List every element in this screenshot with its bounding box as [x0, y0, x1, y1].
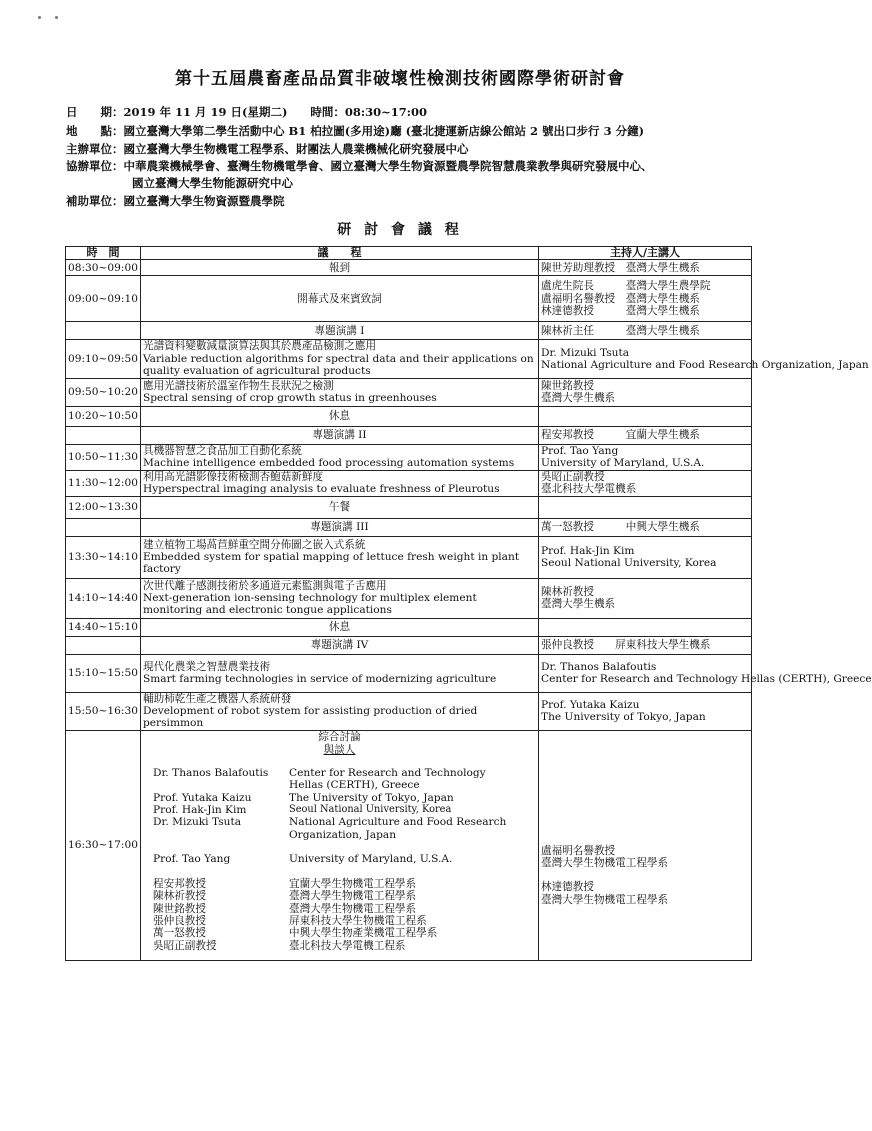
host-line: 陳林祈主任 臺灣大學生機系	[541, 324, 700, 337]
panelist-name: 吳昭正副教授	[153, 939, 217, 952]
row-host	[539, 260, 752, 276]
host-line: Dr. Thanos Balafoutis	[541, 660, 657, 673]
row-agenda	[141, 636, 539, 654]
agenda-item: 開幕式及來賓致詞	[297, 292, 382, 305]
row-time	[66, 518, 141, 536]
agenda-title-en: Development of robot system for assisting production of dried persimmon	[143, 705, 478, 730]
header-agenda: 議 程	[141, 247, 539, 260]
row-time	[66, 426, 141, 444]
info-venue	[66, 123, 644, 139]
agenda-item: 專題演講 II	[312, 428, 367, 441]
row-time: 12:00~13:30	[66, 496, 141, 518]
organizer-value: 國立臺灣大學生物機電工程學系、財團法人農業機械化研究發展中心	[123, 142, 469, 156]
host-line: 臺灣大學生機系	[541, 598, 616, 611]
row-time: 10:20~10:50	[66, 406, 141, 426]
host-line: 吳昭正副教授	[541, 470, 605, 483]
row-host	[539, 378, 752, 406]
organizer-label: 主辦單位：	[66, 142, 124, 156]
host-line: National Agriculture and Food Research Organization, Japan	[541, 359, 869, 372]
coorganizer-label: 協辦單位：	[66, 159, 124, 173]
host-line: 陳林祈教授	[541, 585, 594, 598]
scan-dot	[38, 16, 41, 19]
host-line: Center for Research and Technology Hellas (CERTH), Greece	[541, 673, 872, 686]
header-time: 時 間	[66, 247, 141, 260]
row-host	[539, 496, 752, 518]
host-line: 程安邦教授 宜蘭大學生機系	[541, 428, 700, 441]
host-line: 臺灣大學生機系	[541, 392, 616, 405]
host-line: 張仲良教授 屏東科技大學生機系	[541, 638, 711, 651]
coorganizer-value: 中華農業機械學會、臺灣生物機電學會、國立臺灣大學生物資源暨農學院智慧農業教學與研究發展中心、	[123, 159, 653, 173]
host-line: 盧福明名譽教授 臺灣大學生機系	[541, 292, 700, 305]
schedule-body	[66, 260, 872, 961]
host-line: 林達德教授 臺灣大學生機系	[541, 305, 700, 318]
host-line: 陳世銘教授	[541, 379, 594, 392]
info-date	[66, 104, 427, 120]
agenda-title-en: Machine intelligence embedded food processing automation systems	[143, 457, 515, 470]
table-row	[66, 260, 752, 276]
scan-dot	[55, 16, 58, 19]
row-agenda	[141, 260, 539, 276]
panelist-name: 陳林祈教授	[153, 890, 206, 903]
agenda-item: 專題演講 III	[310, 520, 369, 533]
discussion-subtitle: 與談人	[323, 743, 356, 756]
agenda-item: 休息	[328, 620, 351, 633]
host-line: Prof. Yutaka Kaizu	[541, 698, 640, 711]
document-title: 第十五屆農畜產品品質非破壞性檢測技術國際學術研討會	[175, 69, 625, 89]
row-time: 10:50~11:30	[66, 444, 141, 470]
panelist-affiliation: 臺北科技大學電機工程系	[289, 939, 406, 952]
table-row	[66, 322, 752, 340]
table-row	[66, 618, 752, 636]
agenda-item: 專題演講 IV	[310, 638, 369, 651]
row-time: 09:10~09:50	[66, 340, 141, 378]
host-line: 盧福明名譽教授	[541, 844, 616, 857]
host-line: University of Maryland, U.S.A.	[541, 457, 705, 470]
host-line: 盧虎生院長 臺灣大學生農學院	[541, 280, 711, 293]
table-row	[66, 470, 752, 496]
row-host	[539, 578, 752, 618]
panelist-name: 程安邦教授	[153, 877, 206, 890]
info-coorganizer	[66, 158, 653, 174]
row-host	[539, 536, 752, 578]
host-line: Dr. Mizuki Tsuta	[541, 346, 630, 359]
table-row	[66, 340, 752, 378]
panelist-affiliation: 宜蘭大學生物機電工程學系	[289, 877, 417, 890]
table-row	[66, 426, 752, 444]
host-line: 臺灣大學生物機電工程學系	[541, 893, 669, 906]
panelist-affiliation: Organization, Japan	[289, 828, 397, 841]
table-row	[66, 692, 752, 730]
panelist-name	[153, 829, 289, 841]
panelist-affiliation: National Agriculture and Food Research	[289, 816, 507, 829]
panelist-affiliation: 臺灣大學生物機電工程學系	[289, 890, 417, 903]
row-agenda	[141, 406, 539, 426]
agenda-title-zh: 現代化農業之智慧農業技術	[143, 660, 271, 673]
table-row	[66, 406, 752, 426]
table-row	[66, 276, 752, 322]
row-agenda	[141, 618, 539, 636]
info-coorganizer-cont: 國立臺灣大學生物能源研究中心	[132, 176, 293, 190]
row-agenda	[141, 654, 539, 692]
panelist-affiliation: 中興大學生物產業機電工程學系	[289, 927, 438, 940]
discussion-title: 綜合討論	[318, 730, 361, 743]
agenda-title-zh: 輔助柿乾生產之機器人系統研發	[143, 692, 292, 705]
agenda-item: 午餐	[328, 500, 351, 513]
panelist-name	[153, 779, 289, 791]
agenda-title-zh: 具機器智慧之食品加工自動化系統	[143, 444, 302, 457]
panelist-name: Dr. Mizuki Tsuta	[153, 816, 242, 829]
host-line: Prof. Tao Yang	[541, 444, 619, 457]
panelist-list-en	[153, 767, 536, 866]
agenda-title-zh: 光譜資料變數減量演算法與其於農產品檢測之應用	[143, 340, 377, 353]
panelist-name: 萬一怒教授	[153, 927, 206, 940]
host-line: 臺灣大學生物機電工程學系	[541, 857, 669, 870]
agenda-title-en: Variable reduction algorithms for spectral data and their applications on quality evaluation of agricultural products	[143, 352, 534, 378]
host-line: Prof. Hak-Jin Kim	[541, 544, 635, 557]
row-time: 08:30~09:00	[66, 260, 141, 276]
agenda-item: 專題演講 I	[314, 324, 365, 337]
date-value: 2019 年 11 月 19 日(星期二) 時間：08:30~17:00	[123, 105, 428, 119]
table-header-row	[66, 247, 752, 260]
header-host: 主持人/主講人	[539, 247, 752, 260]
row-host	[539, 654, 872, 692]
row-time: 14:40~15:10	[66, 618, 141, 636]
row-time	[66, 636, 141, 654]
table-row	[66, 654, 752, 692]
venue-value: 國立臺灣大學第二學生活動中心 B1 柏拉圖(多用途)廳 (臺北捷運新店線公館站 2 號出口步行 3 分鐘)	[123, 124, 645, 138]
discussion-hosts	[539, 730, 752, 960]
row-agenda	[141, 692, 539, 730]
row-host	[539, 692, 752, 730]
discussion-panel	[141, 730, 539, 960]
row-host	[539, 636, 752, 654]
panelist-affiliation: The University of Tokyo, Japan	[289, 791, 454, 804]
panelist-name: Prof. Yutaka Kaizu	[153, 791, 252, 804]
row-time: 13:30~14:10	[66, 536, 141, 578]
agenda-title-en: Hyperspectral imaging analysis to evaluate freshness of Pleurotus	[143, 483, 500, 496]
sponsor-label: 補助單位：	[66, 194, 124, 208]
agenda-title-zh: 應用光譜技術於溫室作物生長狀況之檢測	[143, 379, 334, 392]
row-agenda	[141, 340, 539, 378]
table-row	[66, 444, 752, 470]
panelist-name: 張仲良教授	[153, 914, 206, 927]
table-row	[66, 636, 752, 654]
row-time: 15:50~16:30	[66, 692, 141, 730]
venue-label: 地 點：	[66, 124, 124, 138]
schedule-table	[65, 246, 872, 961]
table-row	[66, 578, 752, 618]
table-row	[66, 496, 752, 518]
row-time: 09:50~10:20	[66, 378, 141, 406]
row-host	[539, 518, 752, 536]
agenda-title-en: Next-generation ion-sensing technology for multiplex element monitoring and electronic tongue applications	[143, 591, 477, 617]
row-agenda	[141, 378, 539, 406]
row-time: 14:10~14:40	[66, 578, 141, 618]
row-host	[539, 444, 752, 470]
host-line: 林達德教授	[541, 881, 594, 894]
panelist-affiliation: Hellas (CERTH), Greece	[289, 779, 420, 792]
row-host	[539, 340, 869, 378]
row-host	[539, 618, 752, 636]
panelist-affiliation: University of Maryland, U.S.A.	[289, 853, 453, 866]
agenda-title-zh: 利用高光譜影像技術檢測杏鮑菇新鮮度	[143, 470, 324, 483]
agenda-title: 研 討 會 議 程	[337, 222, 463, 238]
sponsor-value: 國立臺灣大學生物資源暨農學院	[123, 194, 285, 208]
table-row	[66, 518, 752, 536]
discussion-row	[66, 730, 752, 960]
row-agenda	[141, 276, 539, 322]
row-agenda	[141, 470, 539, 496]
row-time	[66, 322, 141, 340]
host-line: The University of Tokyo, Japan	[541, 711, 706, 724]
row-agenda	[141, 578, 539, 618]
row-agenda	[141, 518, 539, 536]
row-time: 11:30~12:00	[66, 470, 141, 496]
agenda-title-zh: 建立植物工場萵苣鮮重空間分佈圖之嵌入式系統	[143, 538, 366, 551]
panelist-name: Prof. Hak-Jin Kim	[153, 804, 247, 817]
panelist-name: Dr. Thanos Balafoutis	[153, 766, 269, 779]
host-line: 萬一怒教授 中興大學生機系	[541, 520, 700, 533]
panelist-list-zh	[153, 878, 536, 952]
info-organizer	[66, 141, 469, 157]
table-row	[66, 536, 752, 578]
panelist-affiliation: 臺灣大學生物機電工程學系	[289, 902, 417, 915]
row-agenda	[141, 536, 539, 578]
row-host	[539, 322, 752, 340]
row-host	[539, 406, 752, 426]
agenda-title-en: Spectral sensing of crop growth status in greenhouses	[143, 392, 437, 405]
panelist-affiliation: Seoul National University, Korea	[289, 804, 452, 816]
date-label: 日 期：	[66, 105, 124, 119]
agenda-title-en: Embedded system for spatial mapping of lettuce fresh weight in plant factory	[143, 550, 520, 576]
host-line: Seoul National University, Korea	[541, 557, 717, 570]
host-line: 臺北科技大學電機系	[541, 483, 637, 496]
row-host	[539, 426, 752, 444]
row-agenda	[141, 496, 539, 518]
row-agenda	[141, 322, 539, 340]
discussion-time: 16:30~17:00	[66, 730, 141, 960]
panelist-name: 陳世銘教授	[153, 902, 206, 915]
row-host	[539, 470, 752, 496]
agenda-item: 報到	[328, 261, 351, 274]
row-agenda	[141, 426, 539, 444]
row-host	[539, 276, 752, 322]
host-line: 陳世芳助理教授 臺灣大學生機系	[541, 261, 700, 274]
row-agenda	[141, 444, 539, 470]
agenda-title-en: Smart farming technologies in service of modernizing agriculture	[143, 673, 497, 686]
agenda-item: 休息	[328, 409, 351, 422]
table-row	[66, 378, 752, 406]
agenda-title-zh: 次世代離子感測技術於多通道元素監測與電子舌應用	[143, 579, 387, 592]
row-time: 09:00~09:10	[66, 276, 141, 322]
panelist-name: Prof. Tao Yang	[153, 853, 231, 866]
panelist-affiliation: 屏東科技大學生物機電工程系	[289, 914, 427, 927]
row-time: 15:10~15:50	[66, 654, 141, 692]
panelist-affiliation: Center for Research and Technology	[289, 766, 486, 779]
info-sponsor	[66, 193, 285, 209]
